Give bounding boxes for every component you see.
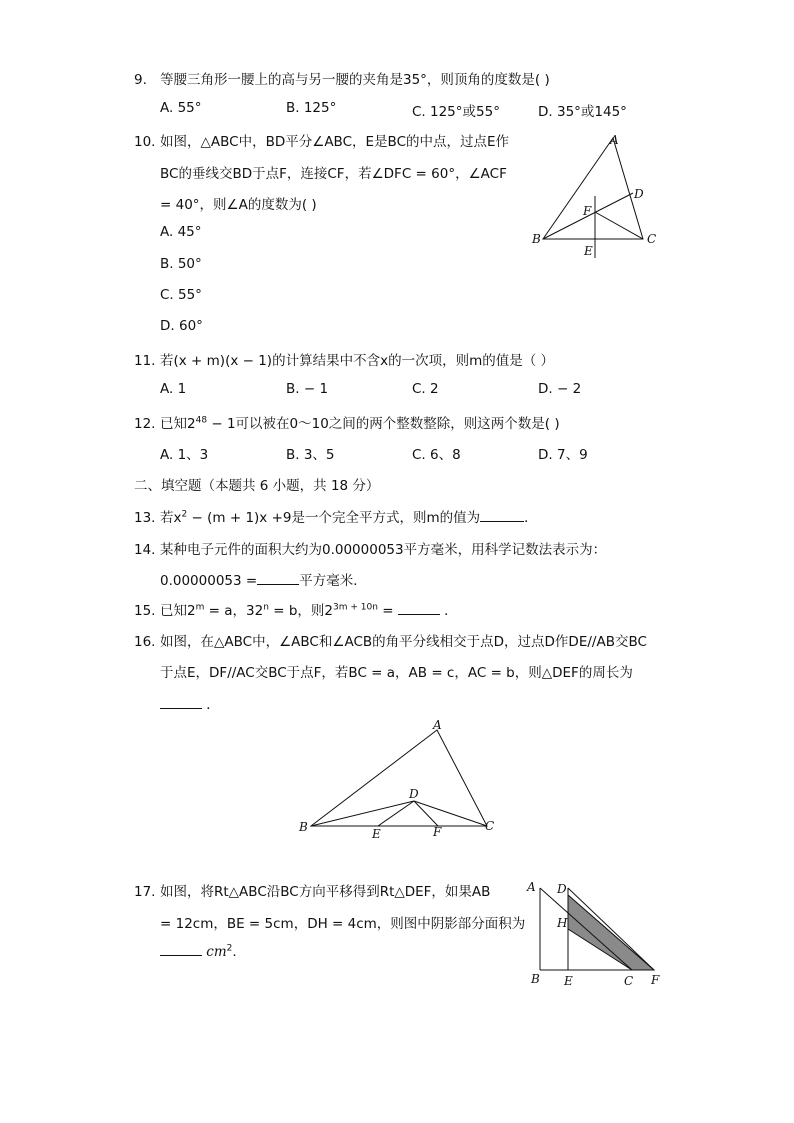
question-10	[134, 130, 509, 150]
label-c: C	[485, 819, 495, 833]
label-a: A	[433, 718, 442, 732]
question-stem-line-3	[160, 943, 237, 960]
answer-blank[interactable]	[257, 572, 299, 585]
stem-end: ．	[206, 697, 220, 713]
option-a[interactable]: A. 1	[160, 381, 187, 397]
question-stem-c: ．	[524, 510, 538, 526]
stem-part-e: ．	[444, 603, 458, 619]
option-b[interactable]: B. 3、5	[286, 447, 335, 463]
shaded-region	[568, 895, 654, 970]
option-a[interactable]: A. 45°	[160, 224, 202, 240]
figure-q10-triangle	[530, 130, 670, 265]
option-d[interactable]: D. 7、9	[538, 447, 588, 463]
stem-part-a: 已知2	[160, 603, 196, 619]
stem-part-d: =	[377, 603, 394, 619]
question-stem-line-1: 如图，△ABC中，BD平分∠ABC，E是BC的中点，过点E作	[160, 134, 510, 150]
label-d: D	[409, 787, 419, 801]
option-c[interactable]: C. 2	[412, 381, 439, 397]
question-number: 16.	[134, 634, 156, 650]
question-number: 9.	[134, 72, 147, 88]
answer-blank[interactable]	[160, 943, 202, 956]
figure-q16-triangle	[296, 718, 506, 848]
question-stem-line-1: 某种电子元件的面积大约为0.00000053平方毫米，用科学记数法表示为：	[160, 542, 607, 558]
exponent-2: n	[263, 602, 269, 613]
unit: cm	[206, 944, 227, 960]
option-c[interactable]: C. 125°或55°	[412, 104, 500, 120]
question-9	[134, 68, 550, 88]
label-d: D	[634, 187, 644, 201]
label-h: H	[557, 916, 568, 930]
label-f: F	[433, 825, 442, 839]
exponent-3: 3m + 10n	[333, 602, 378, 613]
question-17	[134, 880, 490, 900]
answer-blank[interactable]	[160, 696, 202, 709]
option-b[interactable]: B. − 1	[286, 381, 329, 397]
label-d: D	[557, 882, 567, 896]
exponent-1: m	[195, 602, 205, 613]
option-a[interactable]: A. 1、3	[160, 447, 209, 463]
question-stem-b: − 1可以被在0～10之间的两个整数整除，则这两个数是( )	[207, 416, 560, 432]
exponent: 48	[195, 415, 208, 426]
exponent: 2	[181, 509, 188, 520]
question-15	[134, 599, 458, 619]
question-number: 13.	[134, 510, 156, 526]
label-f: F	[583, 204, 592, 218]
question-stem-line-3	[160, 693, 220, 713]
question-16	[134, 630, 647, 650]
question-stem-line-3: = 40°，则∠A的度数为( )	[160, 197, 317, 213]
label-a: A	[527, 880, 536, 894]
question-stem-line-2: 于点E，DF//AC交BC于点F，若BC = a，AB = c，AC = b，则△DEF的周长为	[160, 665, 633, 681]
option-b[interactable]: B. 50°	[160, 256, 202, 272]
question-stem: 若(x + m)(x − 1)的计算结果中不含x的一次项，则m的值是（ ）	[160, 353, 555, 369]
question-number: 10.	[134, 134, 156, 150]
question-stem-line-1: 如图，将Rt△ABC沿BC方向平移得到Rt△DEF，如果AB	[160, 884, 491, 900]
question-number: 15.	[134, 603, 156, 619]
question-stem-line-1: 如图，在△ABC中，∠ABC和∠ACB的角平分线相交于点D，过点D作DE//AB交BC	[160, 634, 647, 650]
stem-part-b: 平方毫米．	[299, 573, 367, 589]
option-a[interactable]: A. 55°	[160, 100, 202, 116]
question-number: 12.	[134, 416, 156, 432]
question-12	[134, 412, 560, 432]
question-14	[134, 538, 606, 558]
question-stem-b: − (m + 1)x +9是一个完全平方式，则m的值为	[187, 510, 481, 526]
label-e: E	[372, 827, 381, 841]
question-number: 14.	[134, 542, 156, 558]
option-d[interactable]: D. 35°或145°	[538, 104, 627, 120]
label-c: C	[624, 974, 634, 988]
label-f: F	[651, 973, 660, 987]
option-b[interactable]: B. 125°	[286, 100, 337, 116]
label-e: E	[564, 974, 573, 988]
stem-part-a: 0.00000053 =	[160, 573, 258, 589]
question-stem-line-2: = 12cm，BE = 5cm，DH = 4cm，则图中阴影部分面积为	[160, 916, 526, 932]
question-number: 17.	[134, 884, 156, 900]
question-13	[134, 506, 538, 526]
label-b: B	[532, 232, 541, 246]
figure-q17-translation	[524, 878, 670, 990]
question-stem-a: 若x	[160, 510, 182, 526]
option-c[interactable]: C. 6、8	[412, 447, 461, 463]
question-11	[134, 349, 554, 369]
answer-blank[interactable]	[398, 602, 440, 615]
label-b: B	[531, 972, 540, 986]
question-stem-a: 已知2	[160, 416, 196, 432]
question-stem-line-2: BC的垂线交BD于点F，连接CF，若∠DFC = 60°，∠ACF	[160, 166, 507, 182]
label-c: C	[647, 232, 657, 246]
label-e: E	[584, 244, 593, 258]
question-number: 11.	[134, 353, 156, 369]
option-d[interactable]: D. − 2	[538, 381, 582, 397]
section-header-fill-in: 二、填空题（本题共 6 小题，共 18 分）	[134, 478, 380, 494]
stem-end: .	[232, 944, 237, 960]
option-d[interactable]: D. 60°	[160, 318, 203, 334]
label-b: B	[299, 820, 308, 834]
answer-blank[interactable]	[480, 509, 524, 522]
exponent: 2	[226, 943, 233, 954]
stem-part-b: = a，32	[204, 603, 264, 619]
label-a: A	[610, 133, 619, 147]
stem-part-c: = b，则2	[268, 603, 334, 619]
question-stem: 等腰三角形一腰上的高与另一腰的夹角是35°，则顶角的度数是( )	[160, 72, 550, 88]
option-c[interactable]: C. 55°	[160, 287, 202, 303]
question-stem-line-2	[160, 569, 367, 589]
